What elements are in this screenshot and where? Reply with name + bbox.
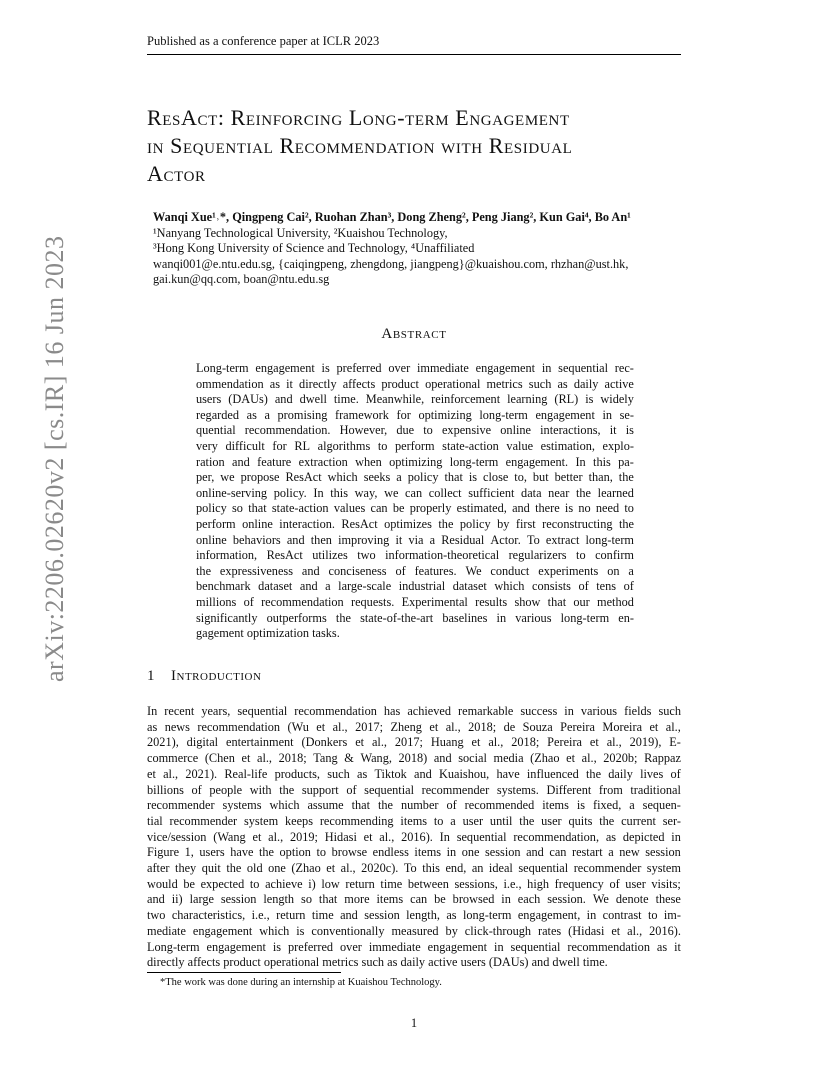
body-line: as news recommendation (Wu et al., 2017; Zheng et al., 2018; de Souza Pereira Moreira et al.,: [147, 719, 681, 734]
body-line: after they quit the old one (Zhao et al., 2020c). To this end, an ideal sequential recommender system: [147, 861, 681, 876]
affiliation-line: ¹Nanyang Technological University, ²Kuaishou Technology,: [153, 225, 448, 240]
abstract-line: ration and feature extraction when optimizing long-term engagement. In this pa-: [196, 454, 634, 469]
abstract-line: benchmark dataset and a large-scale industrial dataset which consists of tens of: [196, 579, 634, 594]
body-line: 2021), digital entertainment (Donkers et al., 2017; Huang et al., 2018; Pereira et al., 2019), E-: [147, 735, 681, 750]
running-header: Published as a conference paper at ICLR 2023: [147, 34, 681, 55]
body-line: directly affects product operational metrics such as daily active users (DAUs) and dwell time.: [147, 955, 608, 970]
email-line: wanqi001@e.ntu.edu.sg, {caiqingpeng, zhengdong, jiangpeng}@kuaishou.com, rhzhan@ust.hk,: [153, 256, 629, 271]
abstract-line: per, we propose ResAct which seeks a policy that is close to, but better than, the: [196, 470, 634, 485]
title-line: in Sequential Recommendation with Residual: [147, 133, 573, 158]
body-line: et al., 2021). Real-life products, such as Tiktok and Kuaishou, have influenced the daily lives of: [147, 766, 681, 781]
abstract-line: online-serving policy. In this way, we can collect sufficient data near the learned: [196, 485, 634, 500]
page-number: 1: [410, 1016, 418, 1030]
body-line: In recent years, sequential recommendation has achieved remarkable success in various fields such: [147, 704, 681, 718]
abstract-line: the expressiveness and conciseness of features. We conduct experiments on a: [196, 563, 634, 578]
author-names: Wanqi Xue¹˒*, Qingpeng Cai², Ruohan Zhan³, Dong Zheng², Peng Jiang², Kun Gai⁴, Bo An¹: [153, 210, 631, 224]
arxiv-identifier: arXiv:2206.02620v2 [cs.IR] 16 Jun 2023: [40, 235, 69, 682]
body-line: two characteristics, i.e., return time and session length, as long-term engagement, in contrast to im-: [147, 908, 681, 923]
abstract-heading: Abstract: [381, 326, 447, 342]
body-line: billions of people with the support of sequential recommender systems. Different from traditional: [147, 782, 681, 797]
abstract-line: information, ResAct utilizes two information-theoretical regularizers to confirm: [196, 548, 634, 563]
abstract-text: [196, 361, 634, 642]
body-line: recommender systems which assume that the number of recommended items is fixed, a sequen-: [147, 798, 681, 813]
introduction-text: [147, 704, 681, 971]
body-line: tial recommender system keeps recommending items to a user until the user quits the current ser-: [147, 813, 681, 828]
abstract-line: Long-term engagement is preferred over immediate engagement in sequential rec-: [196, 361, 634, 375]
abstract-line: perform online interaction. ResAct optimizes the policy by first reconstructing the: [196, 516, 634, 531]
body-line: and ii) large session length so that more items can be browsed in each session. We denote these: [147, 892, 681, 907]
body-line: mediate engagement which is conventionally measured by click-through rates (Hidasi et al., 2016).: [147, 923, 681, 938]
section-title: Introduction: [171, 668, 262, 684]
email-line: gai.kun@qq.com, boan@ntu.edu.sg: [153, 272, 330, 286]
body-line: Long-term engagement is preferred over immediate engagement in sequential recommendation as it: [147, 939, 681, 954]
body-line: would be expected to achieve i) low return time between sessions, i.e., high frequency of user visits;: [147, 876, 681, 891]
title-line: Actor: [147, 161, 206, 186]
paper-title: [147, 104, 707, 188]
abstract-line: ommendation as it directly affects product operational metrics such as daily active: [196, 376, 634, 391]
abstract-line: gagement optimization tasks.: [196, 626, 340, 641]
abstract-line: very difficult for RL algorithms to perform state-action value estimation, explo-: [196, 438, 634, 453]
footnote: *The work was done during an internship at Kuaishou Technology.: [160, 977, 442, 988]
body-line: Figure 1, users have the option to browse endless items in one session and can restart a new session: [147, 845, 681, 860]
abstract-line: users (DAUs) and dwell time. Meanwhile, reinforcement learning (RL) is widely: [196, 392, 634, 407]
abstract-line: policy so that state-action values can be properly estimated, and there is no need to: [196, 501, 634, 516]
abstract-line: regarded as a promising framework for optimizing long-term engagement in se-: [196, 407, 634, 422]
abstract-line: millions of recommendation requests. Experimental results show that our method: [196, 594, 634, 609]
section-heading: [147, 668, 261, 685]
author-block: [153, 210, 713, 288]
footnote-rule: [147, 972, 341, 973]
section-number: 1: [147, 668, 155, 684]
abstract-line: significantly outperforms the state-of-the-art baselines in various long-term en-: [196, 610, 634, 625]
body-line: vice/session (Wang et al., 2019; Hidasi et al., 2016). In sequential recommendation, as depicted in: [147, 829, 681, 844]
abstract-line: online behaviors and then improving it via a Residual Actor. To extract long-term: [196, 532, 634, 547]
body-line: commerce (Chen et al., 2018; Tang & Wang, 2018) and social media (Zhao et al., 2020b; Rappaz: [147, 751, 681, 766]
affiliation-line: ³Hong Kong University of Science and Technology, ⁴Unaffiliated: [153, 241, 475, 255]
abstract-line: quential recommendation. However, due to expensive online interactions, it is: [196, 423, 634, 438]
title-line: ResAct: Reinforcing Long-term Engagement: [147, 105, 570, 130]
